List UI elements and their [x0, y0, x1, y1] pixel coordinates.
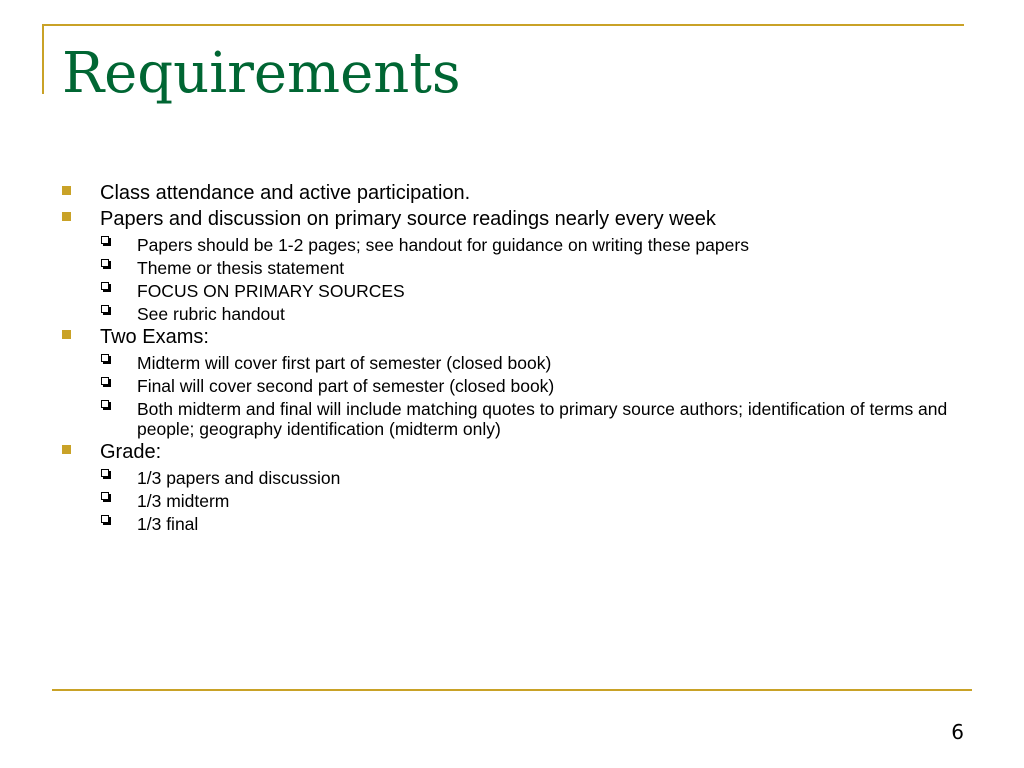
square-bullet-icon: [62, 212, 71, 221]
sub-bullet-item: [0, 514, 1024, 534]
sub-bullet-item: [0, 281, 1024, 301]
hollow-square-bullet-icon: [101, 236, 109, 244]
sub-bullet-item: [0, 235, 1024, 255]
sub-bullet-text: FOCUS ON PRIMARY SOURCES: [137, 281, 405, 301]
square-bullet-icon: [62, 330, 71, 339]
hollow-square-bullet-icon: [101, 377, 109, 385]
bullet-item: [0, 439, 1024, 465]
sub-bullet-item: [0, 304, 1024, 324]
sub-bullet-text: 1/3 papers and discussion: [137, 468, 341, 488]
hollow-square-bullet-icon: [101, 469, 109, 477]
sub-bullet-text: Theme or thesis statement: [137, 258, 345, 278]
bullet-item: [0, 206, 1024, 232]
sub-bullet-item: [0, 468, 1024, 488]
hollow-square-bullet-icon: [101, 259, 109, 267]
frame-top-rule: [42, 24, 964, 26]
sub-bullet-text: Midterm will cover first part of semester (closed book): [137, 353, 552, 373]
hollow-square-bullet-icon: [101, 354, 109, 362]
sub-bullet-item: [0, 491, 1024, 511]
sub-bullet-text: 1/3 final: [137, 514, 199, 534]
hollow-square-bullet-icon: [101, 305, 109, 313]
bullet-text: Grade:: [100, 441, 162, 463]
hollow-square-bullet-icon: [101, 400, 109, 408]
hollow-square-bullet-icon: [101, 515, 109, 523]
sub-bullet-text: Papers should be 1-2 pages; see handout for guidance on writing these papers: [137, 235, 749, 255]
bullet-text: Two Exams:: [100, 326, 209, 348]
bullet-item: [0, 180, 1024, 206]
square-bullet-icon: [62, 186, 71, 195]
sub-bullet-text: See rubric handout: [137, 304, 285, 324]
hollow-square-bullet-icon: [101, 492, 109, 500]
bullet-text: Class attendance and active participation.: [100, 182, 471, 204]
bullet-text: Papers and discussion on primary source readings nearly every week: [100, 208, 716, 230]
sub-bullet-text: Both midterm and final will include matching quotes to primary source authors; identification of terms and people; geography identification (midterm only): [137, 399, 948, 439]
sub-bullet-text: Final will cover second part of semester (closed book): [137, 376, 555, 396]
hollow-square-bullet-icon: [101, 282, 109, 290]
sub-bullet-item: [0, 353, 1024, 373]
bullet-item: [0, 324, 1024, 350]
sub-bullet-item: [0, 399, 1024, 439]
square-bullet-icon: [62, 445, 71, 454]
frame-left-rule: [42, 24, 44, 94]
bullet-list: [0, 180, 1024, 534]
footer-rule: [52, 689, 972, 691]
slide-title: Requirements: [62, 41, 461, 106]
sub-bullet-item: [0, 376, 1024, 396]
sub-bullet-item: [0, 258, 1024, 278]
sub-bullet-text: 1/3 midterm: [137, 491, 230, 511]
page-number: 6: [951, 720, 964, 744]
